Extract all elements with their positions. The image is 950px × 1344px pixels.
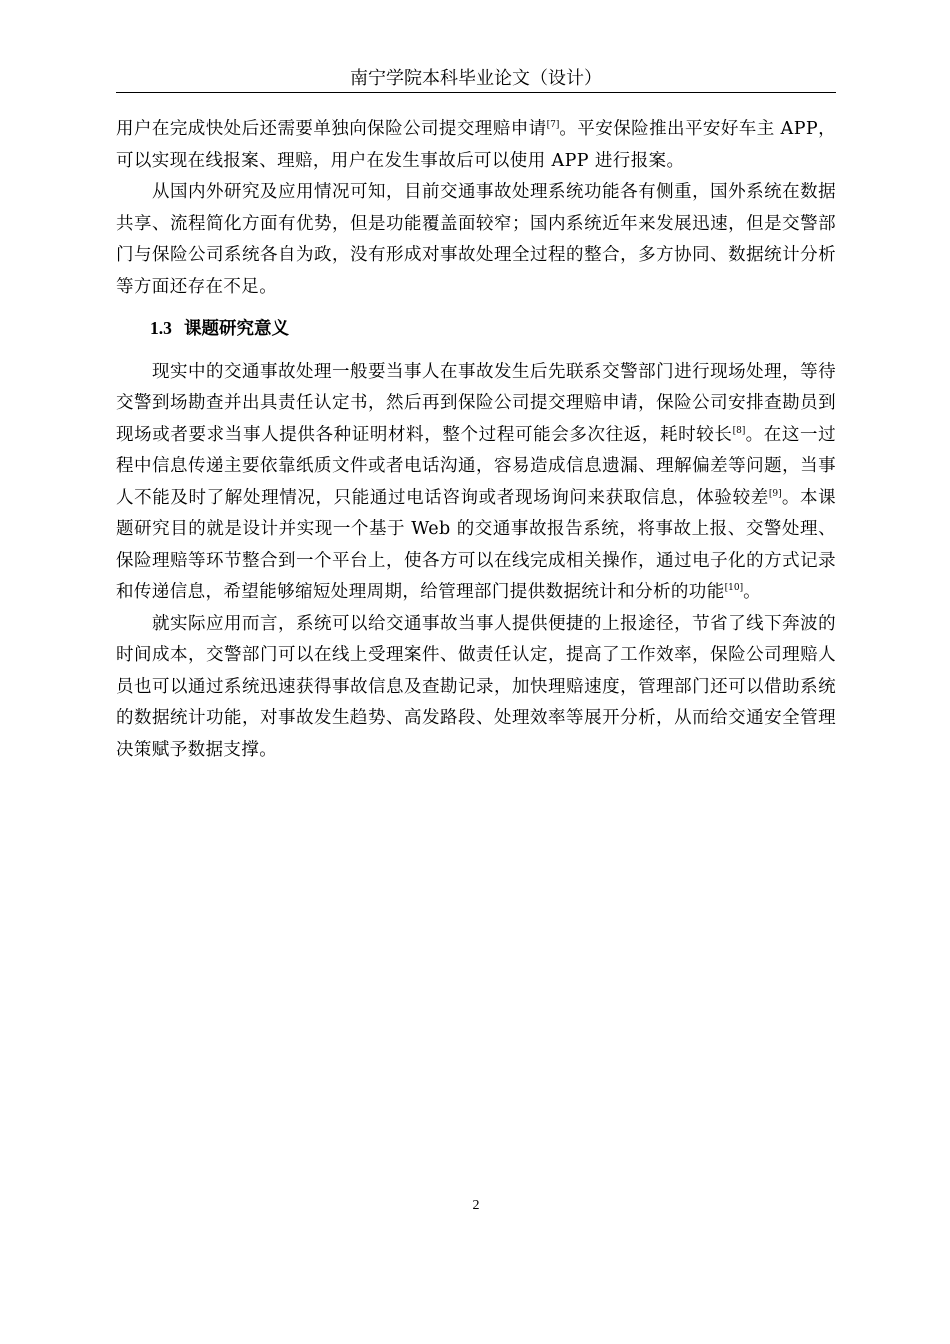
- paragraph: [116, 357, 836, 609]
- citation-ref: [8]: [732, 425, 746, 436]
- text-run: 从国内外研究及应用情况可知，目前交通事故处理系统功能各有侧重，国外系统在数据共享、流程简化方面有优势，但是功能覆盖面较窄；国内系统近年来发展迅速，但是交警部门与保险公司系统各自为政，没有形成对事故处理全过程的整合，多方协同、数据统计分析等方面还存在不足。: [116, 182, 836, 297]
- header-rule: [116, 92, 836, 93]
- text-run: 就实际应用而言，系统可以给交通事故当事人提供便捷的上报途径，节省了线下奔波的时间成本，交警部门可以在线上受理案件、做责任认定，提高了工作效率，保险公司理赔人员也可以通过系统迅速获得事故信息及查勘记录，加快理赔速度，管理部门还可以借助系统的数据统计功能，对事故发生趋势、高发路段、处理效率等展开分析，从而给交通安全管理决策赋予数据支撑。: [116, 613, 836, 760]
- text-run: 。: [743, 582, 761, 602]
- paragraph: [116, 114, 836, 177]
- page-number: 2: [472, 1198, 480, 1213]
- paragraph-group-2: [116, 357, 836, 767]
- section-number: 1.3: [150, 318, 172, 338]
- section-heading: [150, 313, 836, 346]
- section-title: 课题研究意义: [183, 319, 289, 339]
- text-run: 。本课题研究目的就是设计并实现一个基于 Web 的交通事故报告系统，将事故上报、交警处理、保险理赔等环节整合到一个平台上，使各方可以在线完成相关操作，通过电子化的方式记录和传递信息，希望能够缩短处理周期，给管理部门提供数据统计和分析的功能: [116, 487, 836, 602]
- text-run: 用户在完成快处后还需要单独向保险公司提交理赔申请: [116, 119, 547, 139]
- text-run: 。在这一过程中信息传递主要依靠纸质文件或者电话沟通，容易造成信息遗漏、理解偏差等问题，当事人不能及时了解处理情况，只能通过电话咨询或者现场询问来获取信息，体验较差: [116, 424, 836, 508]
- paragraph: [116, 177, 836, 303]
- page-header: 南宁学院本科毕业论文（设计）: [350, 68, 602, 89]
- paragraph: [116, 609, 836, 767]
- paragraph-group-1: [116, 114, 836, 303]
- text-run: 现实中的交通事故处理一般要当事人在事故发生后先联系交警部门进行现场处理，等待交警到场勘查并出具责任认定书，然后再到保险公司提交理赔申请，保险公司安排查勘员到现场或者要求当事人提供各种证明材料，整个过程可能会多次往返，耗时较长: [116, 361, 836, 445]
- citation-ref: [7]: [546, 120, 560, 130]
- text-run: 。平安保险推出平安好车主 APP，可以实现在线报案、理赔，用户在发生事故后可以使用 APP 进行报案。: [116, 119, 836, 171]
- document-body: [116, 114, 836, 766]
- citation-ref: [9]: [768, 488, 782, 499]
- citation-ref: [10]: [724, 583, 744, 593]
